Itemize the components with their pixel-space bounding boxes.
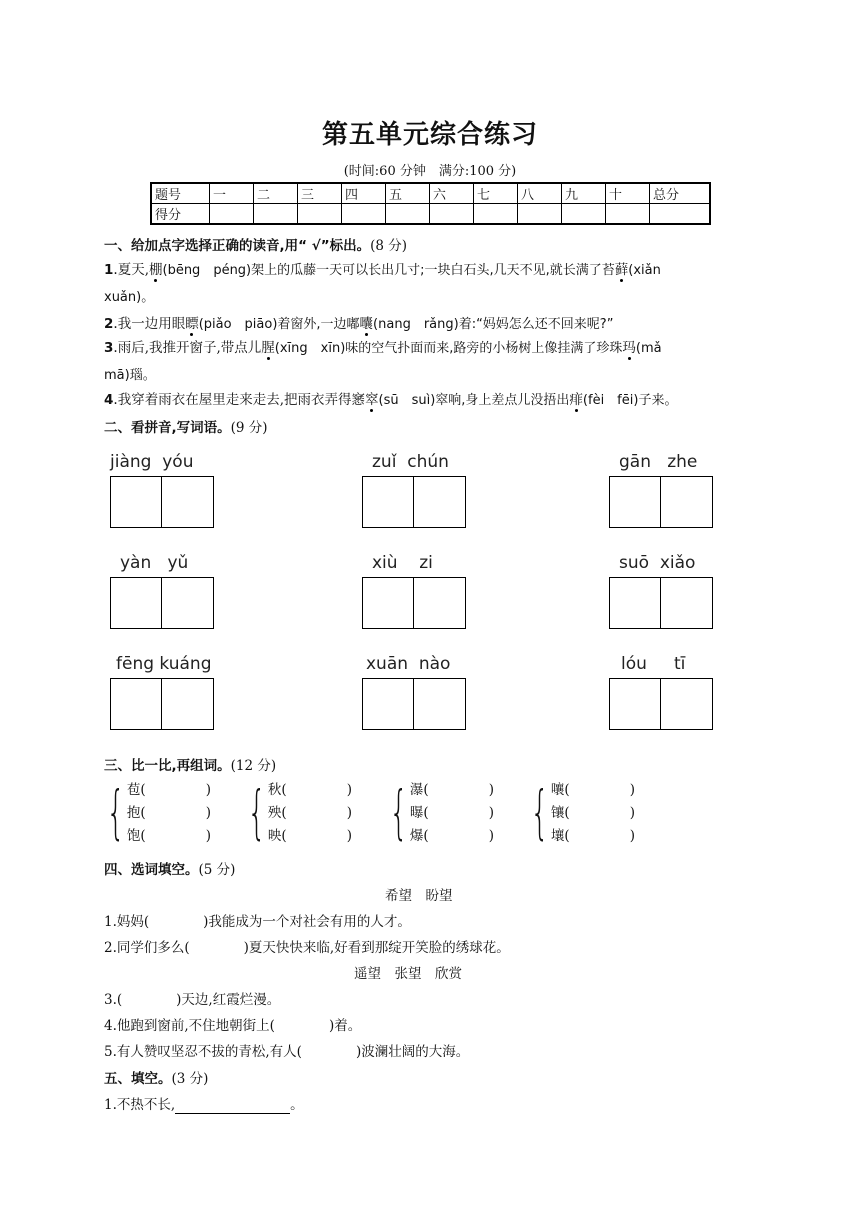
s4-question-1[interactable]: 1.妈妈( )我能成为一个对社会有用的人才。 — [104, 914, 411, 930]
char-prompt: 殃( — [267, 805, 287, 821]
writing-box[interactable] — [162, 476, 214, 528]
brace-icon: { — [247, 778, 266, 846]
char-prompt: 瀑( — [409, 782, 429, 798]
close-paren: ) — [629, 828, 635, 844]
dotted-char: 痱 — [569, 388, 583, 408]
score-input-cell[interactable] — [474, 204, 518, 225]
section-2-heading — [104, 416, 268, 436]
pinyin-options[interactable]: (fèi fēi)子来。 — [582, 393, 678, 408]
score-input-cell[interactable] — [430, 204, 474, 225]
score-cell: 六 — [430, 183, 474, 204]
char-row[interactable] — [268, 802, 352, 825]
question-text: .雨后,我推开窗子,带点儿 — [113, 340, 262, 356]
score-input-cell[interactable] — [298, 204, 342, 225]
question-text[interactable]: (bēng péng)架上的瓜藤一天可以长出几寸;一块白石头,几天不见,就长满了苔 — [162, 263, 615, 278]
char-prompt: 嚷( — [550, 782, 570, 798]
char-prompt: 映( — [267, 828, 287, 844]
pinyin-syllable: zhe — [667, 452, 698, 472]
score-cell: 四 — [342, 183, 386, 204]
char-list — [551, 779, 635, 848]
close-paren: ) — [488, 828, 494, 844]
writing-boxes — [609, 678, 713, 730]
writing-box[interactable] — [162, 577, 214, 629]
writing-box[interactable] — [110, 678, 162, 730]
close-paren: ) — [488, 805, 494, 821]
time-note: (时间:60 分钟 满分:100 分) — [343, 164, 517, 179]
pinyin-options[interactable]: (xiǎn — [628, 263, 661, 278]
char-prompt: 壤( — [550, 828, 570, 844]
section-heading-text: 三、比一比,再组词。 — [104, 758, 231, 774]
section-points: (9 分) — [230, 420, 268, 436]
pinyin-syllable: xiǎo — [659, 553, 696, 573]
writing-box[interactable] — [110, 577, 162, 629]
dotted-char: 窣 — [365, 388, 379, 408]
close-paren: ) — [629, 805, 635, 821]
pinyin-syllable: chún — [407, 452, 449, 472]
question-number: 2 — [104, 316, 114, 332]
char-list — [268, 779, 352, 848]
char-prompt: 秋( — [267, 782, 287, 798]
s1-question-2 — [104, 312, 613, 332]
pinyin-syllable: zi — [419, 553, 433, 573]
char-row[interactable] — [268, 779, 352, 802]
char-prompt: 曝( — [409, 805, 429, 821]
pinyin-syllable: jiàng — [110, 452, 152, 472]
writing-boxes — [362, 678, 466, 730]
pinyin-syllable: tī — [673, 654, 686, 674]
score-cell: 一 — [210, 183, 254, 204]
writing-box[interactable] — [661, 577, 713, 629]
pinyin-syllable: nào — [418, 654, 451, 674]
char-row[interactable] — [127, 802, 211, 825]
close-paren: ) — [629, 782, 635, 798]
score-cell: 五 — [386, 183, 430, 204]
pinyin-item — [110, 553, 214, 629]
s4-question-2[interactable]: 2.同学们多么( )夏天快快来临,好看到那绽开笑脸的绣球花。 — [104, 940, 510, 956]
score-cell: 九 — [562, 183, 606, 204]
pinyin-syllable: yǔ — [167, 553, 189, 573]
pinyin-label — [110, 553, 214, 573]
pinyin-item — [362, 553, 466, 629]
s1-question-3 — [104, 336, 662, 356]
pinyin-syllable: yóu — [162, 452, 194, 472]
char-row[interactable] — [410, 802, 494, 825]
writing-boxes — [110, 476, 214, 528]
char-prompt: 抱( — [126, 805, 146, 821]
score-cell: 题号 — [151, 183, 210, 204]
char-row[interactable] — [410, 825, 494, 848]
score-input-cell[interactable] — [650, 204, 711, 225]
pinyin-label — [362, 452, 466, 472]
pinyin-item — [609, 654, 713, 730]
dotted-char: 玛 — [622, 336, 636, 356]
pinyin-label — [609, 452, 713, 472]
score-input-cell[interactable] — [210, 204, 254, 225]
pinyin-options[interactable]: (piǎo piāo)着窗外,一边嘟 — [198, 317, 360, 332]
s1-question-1-cont[interactable]: xuǎn)。 — [104, 290, 155, 305]
score-cell: 八 — [518, 183, 562, 204]
close-paren: ) — [346, 805, 352, 821]
section-points: (8 分) — [370, 238, 407, 254]
pinyin-item — [362, 452, 466, 528]
pinyin-syllable: fēng — [116, 654, 155, 674]
score-input-cell[interactable] — [562, 204, 606, 225]
pinyin-syllable: gān — [619, 452, 651, 472]
page-title: 第五单元综合练习 — [321, 120, 538, 150]
char-list — [410, 779, 494, 848]
pinyin-options[interactable]: (sū suì)窣响,身上差点儿没捂出 — [378, 393, 570, 408]
dotted-char: 藓 — [615, 258, 629, 278]
close-paren: ) — [488, 782, 494, 798]
writing-box[interactable] — [609, 476, 661, 528]
question-number: 3 — [104, 340, 114, 356]
pinyin-label — [110, 654, 214, 674]
pinyin-item — [110, 654, 214, 730]
question-text: 。 — [290, 1097, 304, 1113]
score-table — [150, 182, 711, 225]
pinyin-options[interactable]: (xīng xīn)味的空气扑面而来,路旁的小杨树上像挂满了珍珠 — [274, 341, 623, 356]
question-text: .我一边用眼 — [113, 316, 186, 332]
question-text: .我穿着雨衣在屋里走来走去,把雨衣弄得窸 — [113, 392, 365, 408]
pinyin-options[interactable]: (mǎ — [635, 341, 662, 356]
pinyin-label — [110, 452, 214, 472]
char-prompt: 苞( — [126, 782, 146, 798]
pinyin-syllable: xiù — [372, 553, 398, 573]
pinyin-item — [609, 553, 713, 629]
char-prompt: 饱( — [126, 828, 146, 844]
char-compare-group — [88, 779, 211, 848]
score-cell: 三 — [298, 183, 342, 204]
score-input-cell[interactable] — [518, 204, 562, 225]
char-prompt: 镶( — [550, 805, 570, 821]
section-1-heading — [104, 234, 407, 254]
char-row[interactable] — [551, 802, 635, 825]
pinyin-syllable: lóu — [621, 654, 647, 674]
close-paren: ) — [205, 782, 211, 798]
section-3-heading — [104, 754, 276, 774]
close-paren: ) — [346, 828, 352, 844]
question-text: .夏天, — [113, 262, 149, 278]
char-row[interactable] — [127, 779, 211, 802]
word-bank-1: 希望 盼望 — [385, 888, 453, 904]
score-input-cell[interactable] — [342, 204, 386, 225]
writing-box[interactable] — [609, 678, 661, 730]
writing-boxes — [110, 577, 214, 629]
section-heading-text: 二、看拼音,写词语。 — [104, 420, 231, 436]
score-cell: 二 — [254, 183, 298, 204]
section-heading-text: 一、给加点字选择正确的读音,用“ √”标出。 — [104, 238, 371, 254]
s1-question-4 — [104, 388, 677, 408]
s4-question-3[interactable]: 3.( )天边,红霞烂漫。 — [104, 992, 281, 1008]
writing-box[interactable] — [362, 476, 414, 528]
score-cell: 十 — [606, 183, 650, 204]
writing-box[interactable] — [609, 577, 661, 629]
score-cell: 七 — [474, 183, 518, 204]
brace-icon: { — [530, 778, 549, 846]
char-row[interactable] — [551, 779, 635, 802]
writing-boxes — [609, 577, 713, 629]
section-heading-text: 五、填空。 — [104, 1071, 172, 1087]
pinyin-label — [609, 654, 713, 674]
pinyin-syllable: xuān — [366, 654, 409, 674]
score-input-cell[interactable] — [254, 204, 298, 225]
writing-boxes — [609, 476, 713, 528]
score-cell: 总分 — [650, 183, 711, 204]
writing-box[interactable] — [414, 678, 466, 730]
pinyin-item — [110, 452, 214, 528]
writing-boxes — [362, 577, 466, 629]
pinyin-syllable: yàn — [120, 553, 152, 573]
char-compare-group — [371, 779, 494, 848]
section-5-heading — [104, 1067, 208, 1087]
s5-question-1 — [104, 1093, 304, 1114]
section-points: (5 分) — [198, 862, 236, 878]
score-table-score-row — [151, 204, 710, 225]
score-input-cell[interactable] — [606, 204, 650, 225]
pinyin-options[interactable]: (nang rǎng)着:“妈妈怎么还不回来呢?” — [373, 317, 614, 332]
pinyin-item — [362, 654, 466, 730]
dotted-char: 腥 — [261, 336, 275, 356]
char-row[interactable] — [127, 825, 211, 848]
section-heading-text: 四、选词填空。 — [104, 862, 199, 878]
char-row[interactable] — [551, 825, 635, 848]
section-points: (3 分) — [171, 1071, 209, 1087]
brace-icon: { — [389, 778, 408, 846]
answer-blank[interactable] — [175, 1097, 290, 1114]
pinyin-syllable: zuǐ — [372, 452, 397, 472]
question-number: 4 — [104, 392, 114, 408]
score-table-header-row — [151, 183, 710, 204]
writing-boxes — [362, 476, 466, 528]
pinyin-label — [362, 654, 466, 674]
question-number: 1 — [104, 262, 114, 278]
s1-question-3-cont[interactable]: mā)瑙。 — [104, 368, 156, 383]
section-4-heading — [104, 858, 235, 878]
writing-box[interactable] — [162, 678, 214, 730]
writing-box[interactable] — [362, 577, 414, 629]
close-paren: ) — [346, 782, 352, 798]
word-bank-2: 遥望 张望 欣赏 — [354, 966, 462, 982]
dotted-char: 棚 — [149, 258, 163, 278]
char-list — [127, 779, 211, 848]
s4-question-4[interactable]: 4.他跑到窗前,不住地朝街上( )着。 — [104, 1018, 362, 1034]
section-points: (12 分) — [230, 758, 277, 774]
dotted-char: 囔 — [360, 312, 374, 332]
writing-box[interactable] — [414, 577, 466, 629]
dotted-char: 瞟 — [185, 312, 199, 332]
pinyin-item — [609, 452, 713, 528]
pinyin-syllable: suō — [619, 553, 650, 573]
writing-box[interactable] — [661, 476, 713, 528]
score-cell: 得分 — [151, 204, 210, 225]
close-paren: ) — [205, 805, 211, 821]
s1-question-1 — [104, 258, 661, 278]
question-text: 1.不热不长, — [104, 1097, 176, 1113]
close-paren: ) — [205, 828, 211, 844]
pinyin-label — [609, 553, 713, 573]
char-compare-group — [229, 779, 352, 848]
writing-box[interactable] — [110, 476, 162, 528]
char-compare-group — [512, 779, 635, 848]
brace-icon: { — [106, 778, 125, 846]
writing-box[interactable] — [414, 476, 466, 528]
s4-question-5[interactable]: 5.有人赞叹坚忍不拔的青松,有人( )波澜壮阔的大海。 — [104, 1044, 470, 1060]
pinyin-label — [362, 553, 466, 573]
writing-boxes — [110, 678, 214, 730]
writing-box[interactable] — [661, 678, 713, 730]
pinyin-syllable: kuáng — [159, 654, 212, 674]
char-row[interactable] — [268, 825, 352, 848]
score-input-cell[interactable] — [386, 204, 430, 225]
writing-box[interactable] — [362, 678, 414, 730]
char-row[interactable] — [410, 779, 494, 802]
char-prompt: 爆( — [409, 828, 429, 844]
